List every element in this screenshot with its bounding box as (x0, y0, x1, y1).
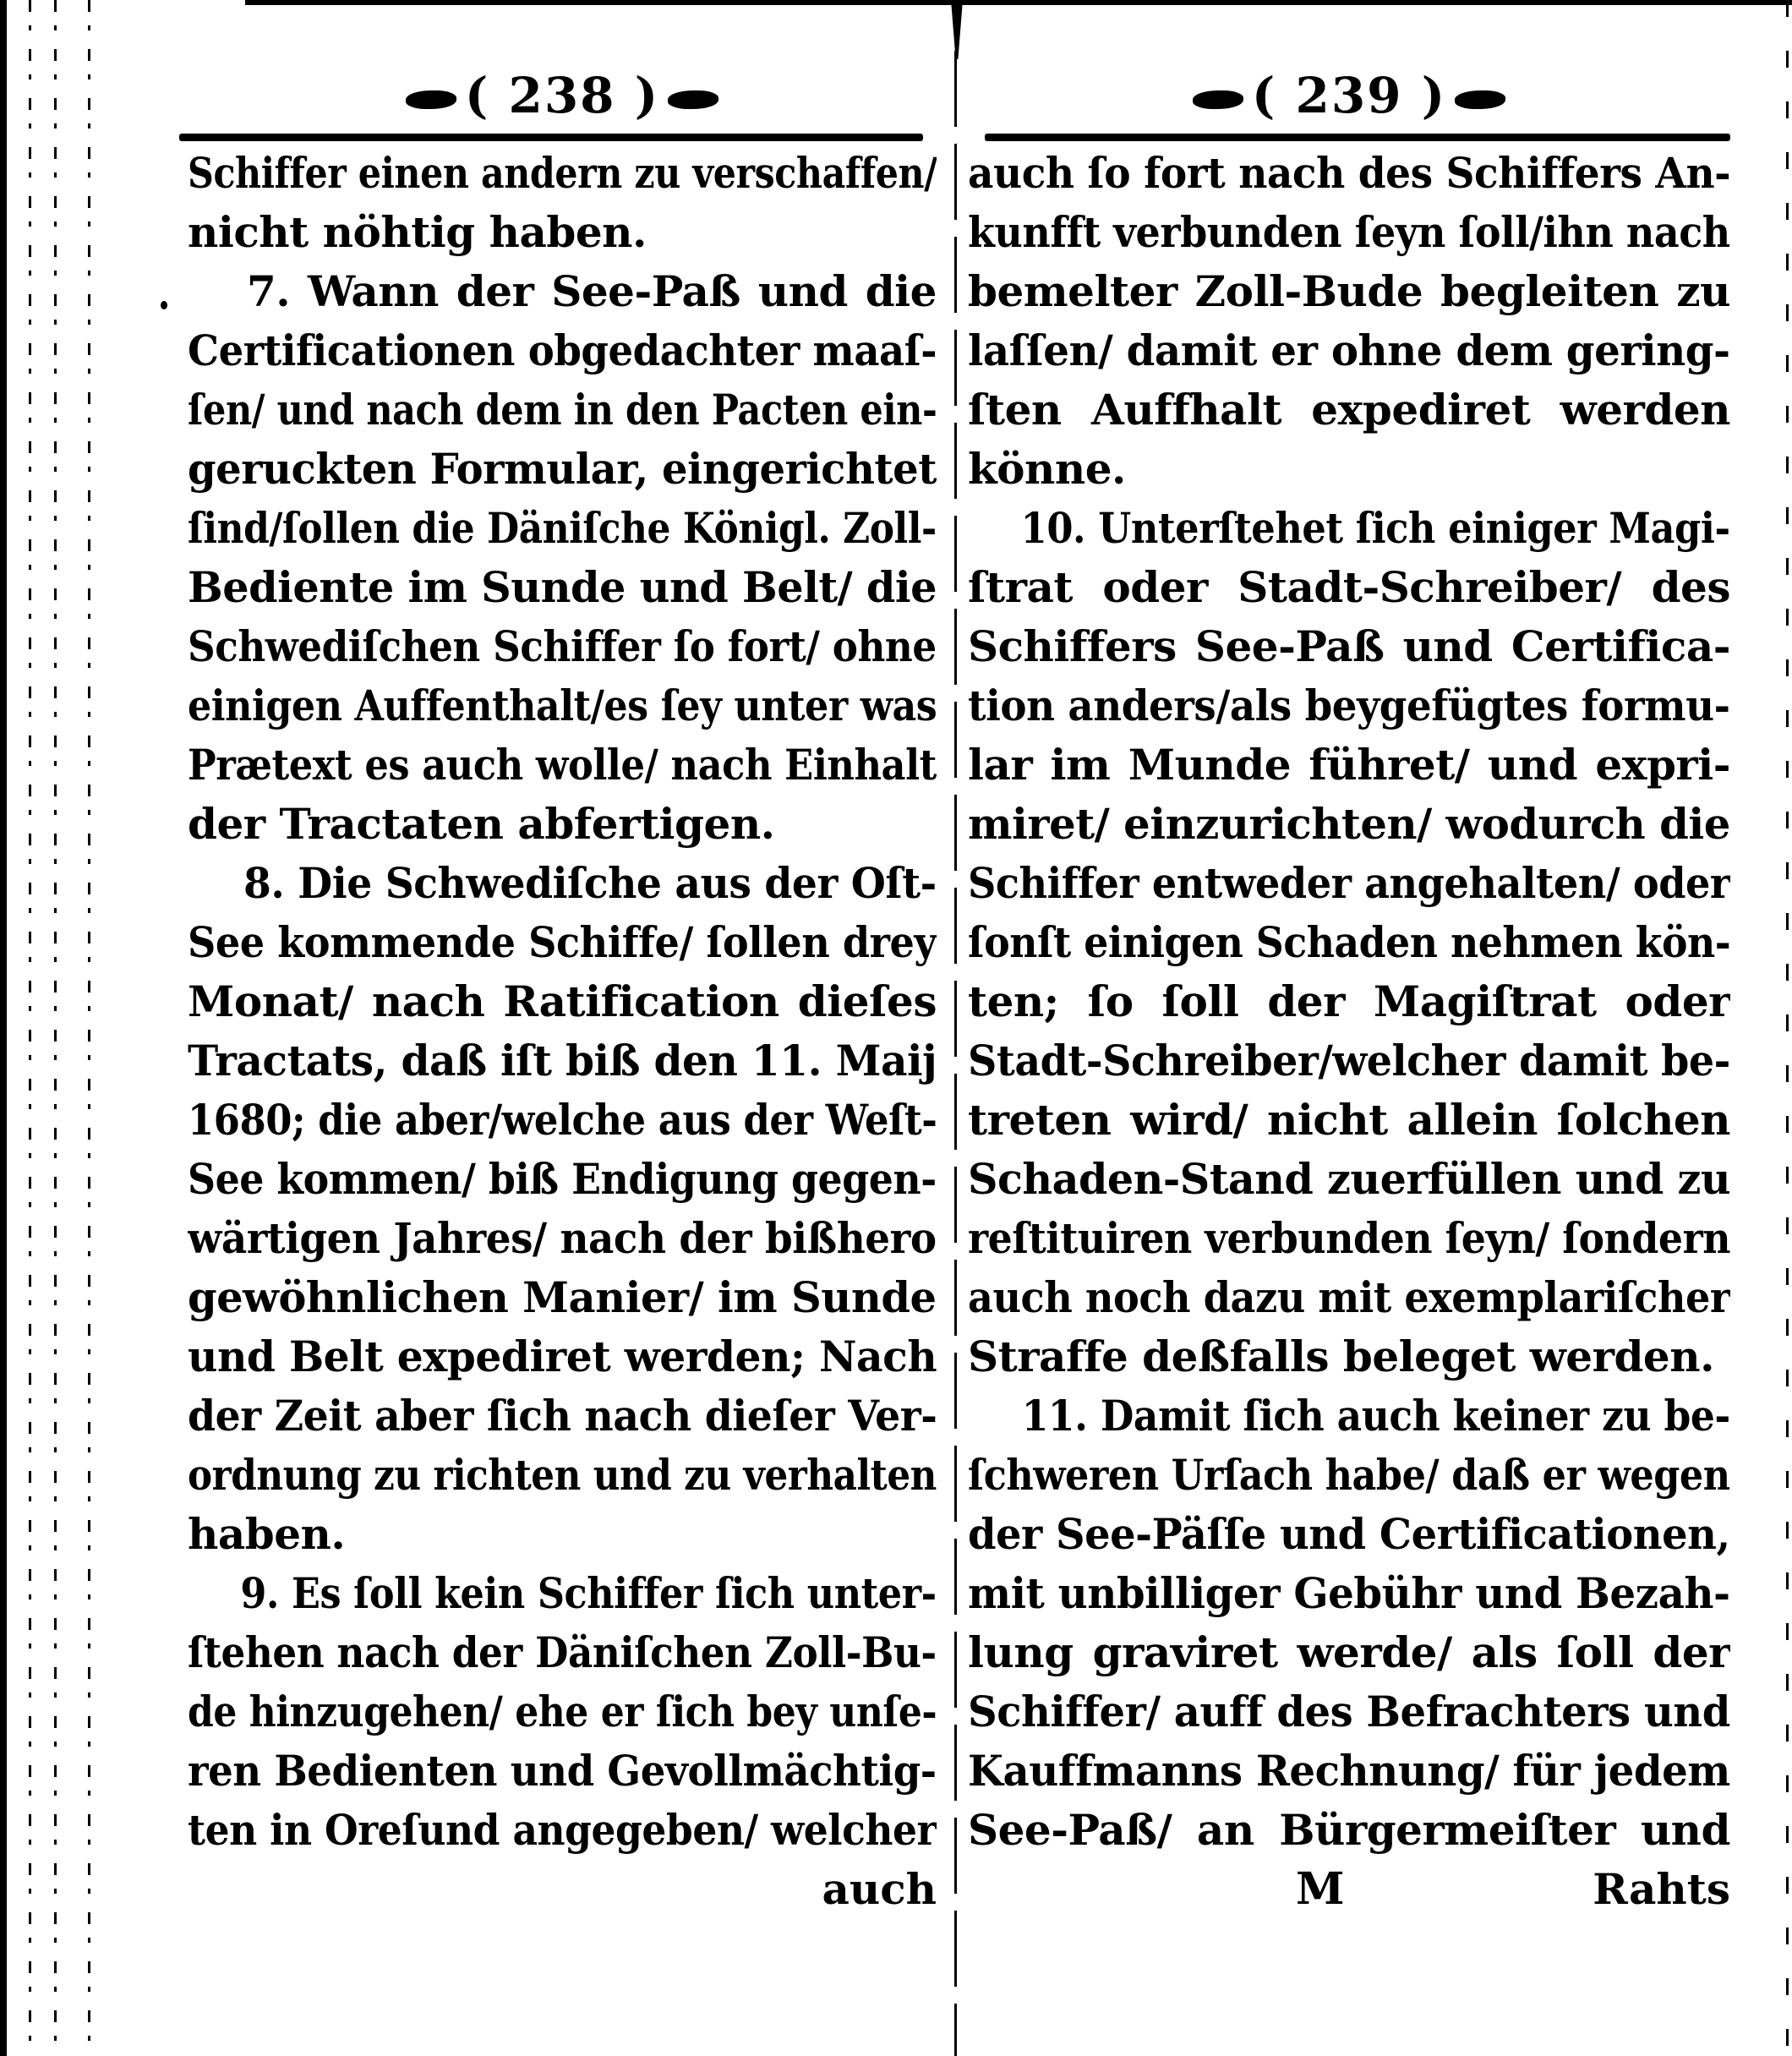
text-line: Kauffmanns Rechnung/ für jedem (968, 1746, 1730, 1796)
text-line: ſtehen nach der Däniſchen Zoll-Bu- (188, 1627, 937, 1677)
text-line: Schiffer/ auff des Befrachters und (968, 1687, 1730, 1736)
text-block (188, 145, 937, 1862)
text-line: auch ſo fort nach des Schiffers An- (968, 148, 1730, 198)
text-block (968, 145, 1730, 1862)
text-line: ſonſt einigen Schaden nehmen kön- (968, 917, 1730, 967)
header-rule (179, 134, 923, 141)
binding-edge-noise (88, 0, 90, 2056)
text-line: lar im Munde führet/ und expri- (968, 740, 1730, 790)
text-line: und Belt expediret werden; Nach (188, 1331, 937, 1381)
text-line: Schwediſchen Schiffer ſo fort/ ohne (188, 621, 937, 671)
text-line: haben. (188, 1509, 346, 1559)
text-line: ſind/ſollen die Däniſche Königl. Zoll- (188, 503, 937, 553)
binding-edge-noise (29, 0, 31, 2056)
page-right-edge (1786, 0, 1789, 2056)
text-line: nicht nöhtig haben. (188, 207, 647, 257)
text-line: ren Bedienten und Gevollmächtig- (188, 1746, 937, 1796)
text-line: der Zeit aber ſich nach dieſer Ver- (188, 1391, 937, 1441)
text-line: auch noch dazu mit exemplariſcher (968, 1272, 1730, 1322)
text-line: Schaden-Stand zuerfüllen und zu (968, 1154, 1730, 1204)
page-number: ( 238 ) (464, 67, 660, 124)
text-line: Prætext es auch wolle/ nach Einhalt (188, 740, 937, 790)
text-line: Schiffer einen andern zu verschaffen/ (188, 148, 937, 198)
text-line: geruckten Formular, eingerichtet (188, 444, 937, 494)
page-header (188, 66, 937, 125)
text-line: Stadt-Schreiber/welcher damit be- (968, 1036, 1730, 1085)
ornament-icon (1193, 90, 1243, 109)
text-line: 7. Wann der See-Paß und die (247, 266, 937, 316)
text-line: Schiffers See-Paß und Certifica- (968, 621, 1730, 671)
text-line: der Tractaten abfertigen. (188, 799, 775, 849)
book-spine (954, 51, 957, 2056)
signature-mark: M (1296, 1863, 1345, 1915)
ornament-icon (1455, 90, 1505, 109)
text-line: Certificationen obgedachter maaſ- (188, 325, 937, 375)
left-page (188, 0, 937, 2056)
text-line: wärtigen Jahres/ nach der bißhero (188, 1213, 937, 1263)
text-line: 1680; die aber/welche aus der Weſt- (188, 1095, 937, 1145)
text-line: Bediente im Sunde und Belt/ die (188, 562, 937, 612)
text-line: 9. Es ſoll kein Schiffer ſich unter- (240, 1568, 937, 1618)
catchword: Rahts (1593, 1864, 1730, 1914)
text-line: See kommende Schiffe/ ſollen drey (188, 917, 937, 967)
text-line: der See-Päſſe und Certificationen, (968, 1509, 1730, 1559)
text-line: laſſen/ damit er ohne dem gering- (968, 325, 1730, 375)
text-line: ſten Auffhalt expediret werden (968, 385, 1730, 435)
text-line: ſtrat oder Stadt-Schreiber/ des (968, 562, 1730, 612)
text-line: einigen Auffenthalt/es ſey unter was (188, 681, 937, 730)
text-line: de hinzugehen/ ehe er ſich bey unſe- (188, 1687, 937, 1736)
text-line: ordnung zu richten und zu verhalten (188, 1450, 937, 1500)
ornament-icon (668, 90, 718, 109)
text-line: kunfft verbunden ſeyn ſoll/ihn nach (968, 207, 1730, 257)
text-line: 8. Die Schwediſche aus der Oſt- (243, 858, 937, 908)
text-line: könne. (968, 444, 1126, 494)
catchword: auch (822, 1864, 937, 1914)
ornament-icon (406, 90, 456, 109)
spine-shadow (951, 0, 963, 59)
text-line: lung graviret werde/ als ſoll der (968, 1627, 1730, 1677)
text-line: ten; ſo ſoll der Magiſtrat oder (968, 976, 1730, 1026)
text-line: 10. Unterſtehet ſich einiger Magi- (1020, 503, 1730, 553)
text-line: See-Paß/ an Bürgermeiſter und (968, 1805, 1730, 1855)
binding-edge (0, 0, 7, 2056)
text-line: tion anders/als beygefügtes formu- (968, 681, 1730, 730)
text-line: bemelter Zoll-Bude begleiten zu (968, 266, 1730, 316)
page-number: ( 239 ) (1251, 67, 1447, 124)
text-line: ſen/ und nach dem in den Pacten ein- (188, 385, 937, 435)
text-line: Tractats, daß iſt biß den 11. Maij (188, 1036, 937, 1085)
text-line: ſchweren Urſach habe/ daß er wegen (968, 1450, 1730, 1500)
text-line: 11. Damit ſich auch keiner zu be- (1021, 1391, 1730, 1441)
text-line: See kommen/ biß Endigung gegen- (188, 1154, 937, 1204)
text-line: Schiffer entweder angehalten/ oder (968, 858, 1730, 908)
text-line: mit unbilliger Gebühr und Bezah- (968, 1568, 1730, 1618)
header-rule (985, 134, 1730, 141)
right-page (968, 0, 1730, 2056)
page-header (968, 66, 1730, 125)
text-line: reſtituiren verbunden ſeyn/ ſondern (968, 1213, 1730, 1263)
text-line: Monat/ nach Ratification dieſes (188, 976, 937, 1026)
binding-edge-noise (54, 0, 57, 2056)
text-line: miret/ einzurichten/ wodurch die (968, 799, 1730, 849)
text-line: gewöhnlichen Manier/ im Sunde (188, 1272, 937, 1322)
text-line: Straffe deßfalls beleget werden. (968, 1331, 1714, 1381)
margin-mark (161, 301, 167, 309)
text-line: ten in Oreſund angegeben/ welcher (188, 1805, 937, 1855)
text-line: treten wird/ nicht allein ſolchen (968, 1095, 1730, 1145)
